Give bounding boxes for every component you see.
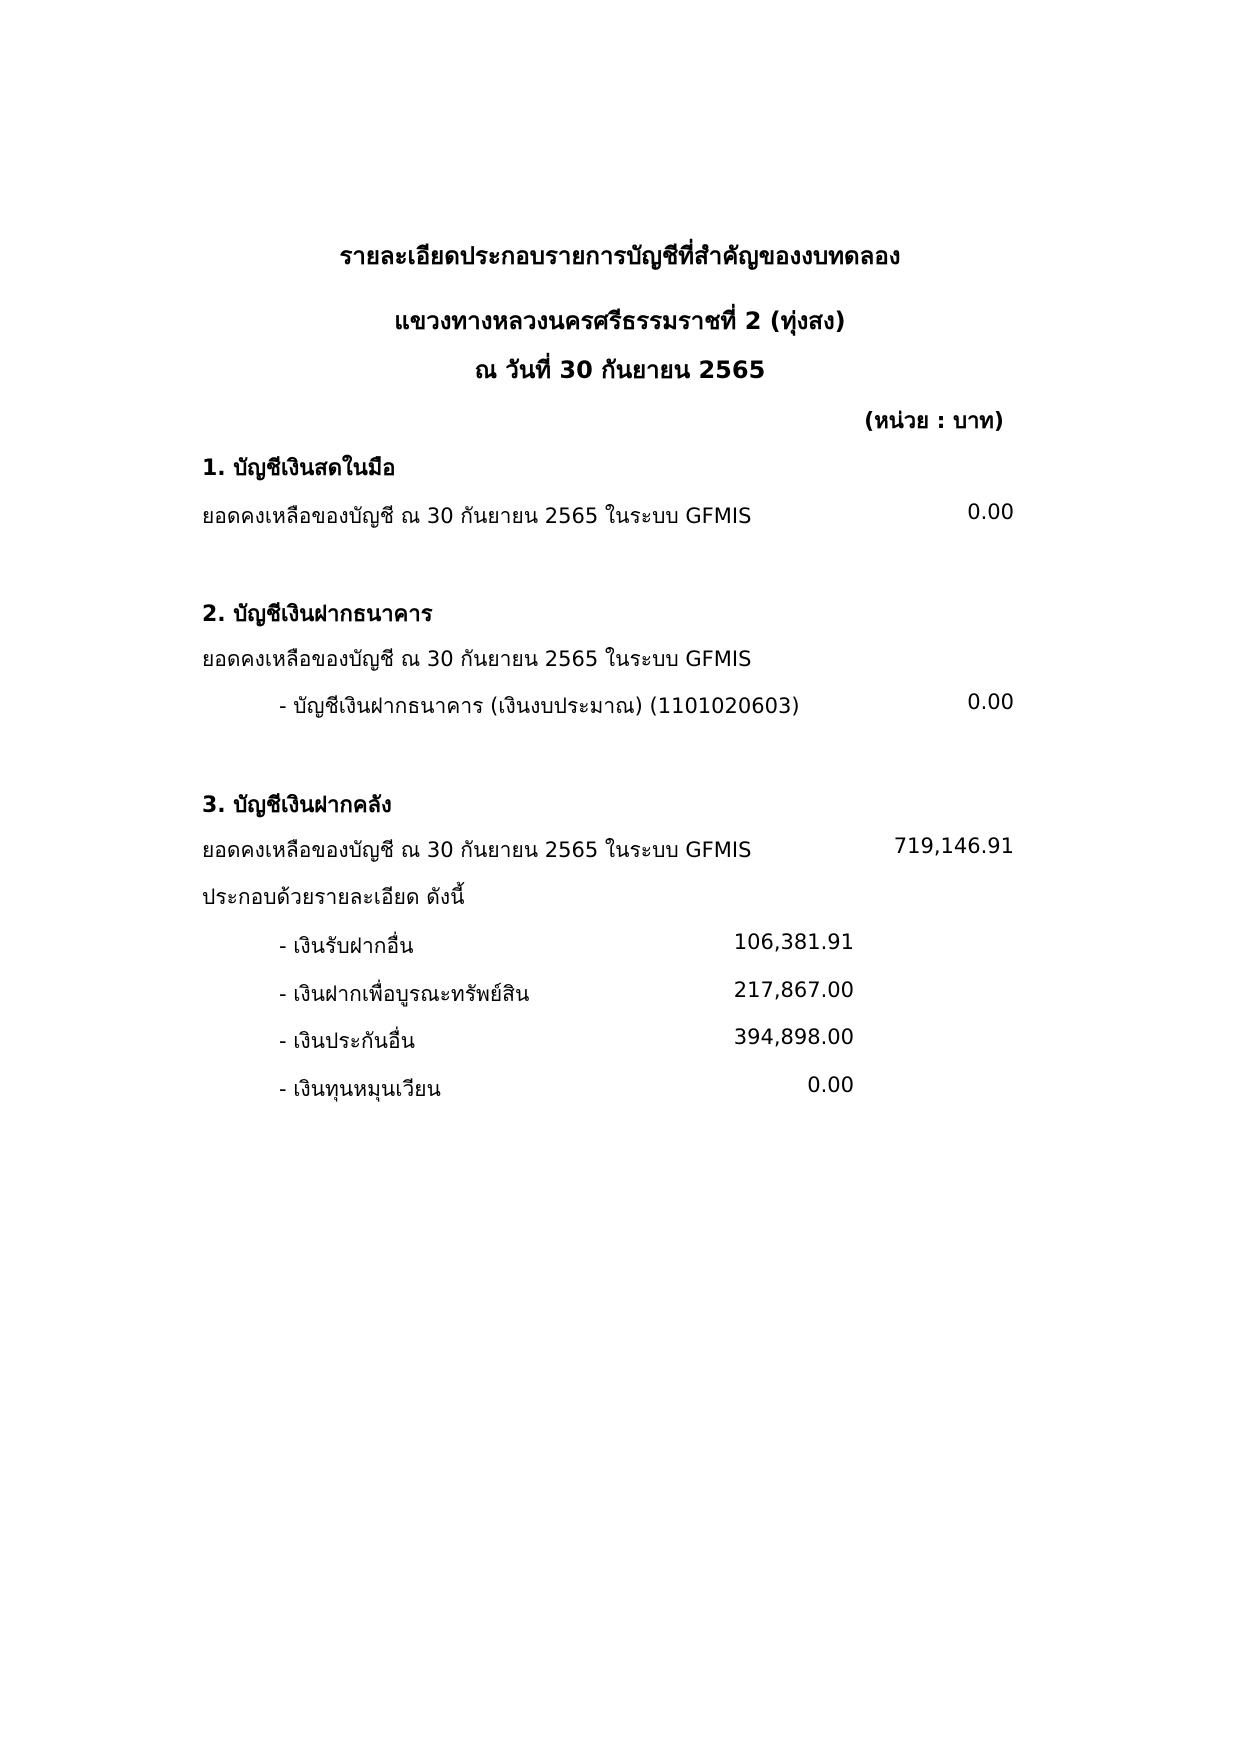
balance-label: ยอดคงเหลือของบัญชี ณ 30 กันยายน 2565 ในระบบ GFMIS <box>202 647 752 671</box>
detail-item-value: 0.00 <box>967 690 1014 714</box>
detail-item-label: - เงินทุนหมุนเวียน <box>279 1077 441 1101</box>
balance-label: ยอดคงเหลือของบัญชี ณ 30 กันยายน 2565 ในระบบ GFMIS <box>202 838 752 862</box>
detail-item-label: - เงินฝากเพื่อบูรณะทรัพย์สิน <box>279 982 530 1006</box>
detail-item-value: 394,898.00 <box>733 1025 854 1049</box>
detail-item-label: - เงินประกันอื่น <box>279 1029 415 1053</box>
section-heading: 3. บัญชีเงินฝากคลัง <box>202 793 392 818</box>
balance-value: 719,146.91 <box>893 834 1014 858</box>
title-line-2: แขวงทางหลวงนครศรีธรรมราชที่ 2 (ทุ่งสง) <box>394 307 846 335</box>
title-line-3: ณ วันที่ 30 กันยายน 2565 <box>474 356 766 384</box>
detail-item-value: 106,381.91 <box>733 930 854 954</box>
detail-label: ประกอบด้วยรายละเอียด ดังนี้ <box>202 885 465 909</box>
section-heading: 1. บัญชีเงินสดในมือ <box>202 456 396 481</box>
balance-label: ยอดคงเหลือของบัญชี ณ 30 กันยายน 2565 ในระบบ GFMIS <box>202 504 752 528</box>
balance-value: 0.00 <box>967 500 1014 524</box>
detail-item-value: 0.00 <box>807 1073 854 1097</box>
detail-item-value: 217,867.00 <box>733 978 854 1002</box>
detail-item-label: - เงินรับฝากอื่น <box>279 934 414 958</box>
detail-item-label: - บัญชีเงินฝากธนาคาร (เงินงบประมาณ) (1101020603) <box>279 694 800 718</box>
unit-label: (หน่วย : บาท) <box>864 409 1004 434</box>
title-line-1: รายละเอียดประกอบรายการบัญชีที่สำคัญของงบทดลอง <box>339 242 901 270</box>
section-heading: 2. บัญชีเงินฝากธนาคาร <box>202 602 433 627</box>
